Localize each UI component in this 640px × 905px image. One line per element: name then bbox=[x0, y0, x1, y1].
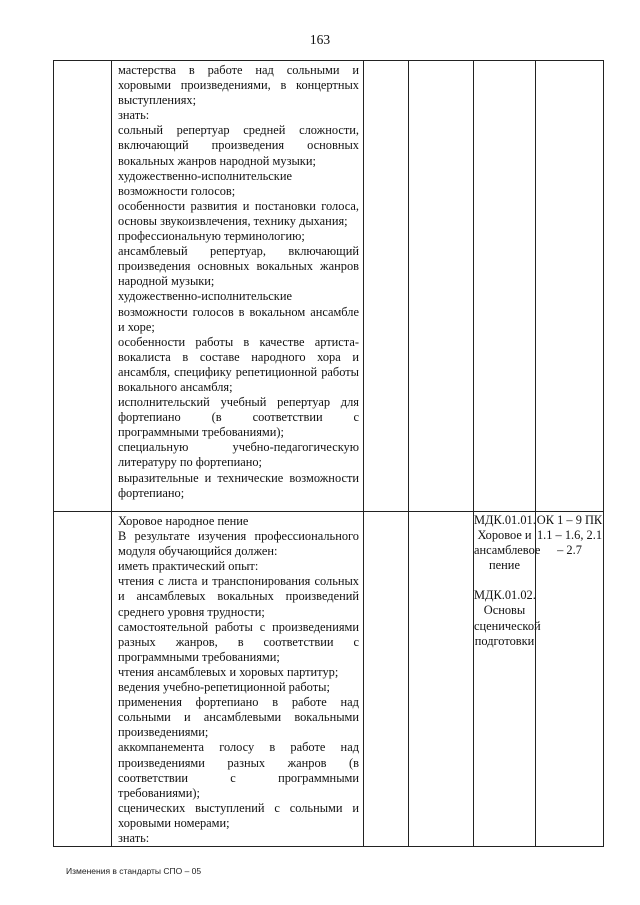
requirement-line: знать: bbox=[118, 108, 150, 123]
module-title: Хоровое народное пение bbox=[118, 514, 249, 528]
requirement-line: В результате изучения профессионального модуля обучающийся должен: bbox=[118, 529, 359, 559]
mdk-0102: МДК.01.02. Основы сценической подготовки bbox=[474, 588, 541, 648]
curriculum-table bbox=[53, 60, 604, 847]
requirement-line: ансамблевый репертуар, включающий произведения основных вокальных жанров народной музыки; bbox=[118, 244, 359, 289]
competencies-text: ОК 1 – 9 ПК 1.1 – 1.6, 2.1 – 2.7 bbox=[536, 513, 603, 558]
index-cell bbox=[54, 61, 112, 512]
requirement-line: специальную учебно-педагогическую литературу по фортепиано; bbox=[118, 440, 359, 470]
competencies-cell bbox=[536, 512, 604, 847]
requirement-line: исполнительский учебный репертуар для фортепиано (в соответствии с программными требованиями); bbox=[118, 395, 359, 440]
empty-cell bbox=[364, 61, 409, 512]
requirements-cell bbox=[112, 61, 364, 512]
requirement-line: особенности развития и постановки голоса, основы звукоизвлечения, технику дыхания; bbox=[118, 198, 359, 228]
requirement-line: чтения ансамблевых и хоровых партитур; bbox=[118, 664, 339, 679]
requirement-line: чтения с листа и транспонирования сольных и ансамблевых вокальных произведений среднего уровня трудности; bbox=[118, 574, 359, 619]
page-number: 163 bbox=[309, 32, 331, 47]
competencies-cell bbox=[536, 61, 604, 512]
requirement-line: иметь практический опыт: bbox=[118, 559, 259, 574]
table-row bbox=[54, 61, 604, 512]
empty-cell bbox=[409, 512, 474, 847]
requirement-line: аккомпанемента голосу в работе над произведениями разных жанров (в соответствии с программными требованиями); bbox=[118, 740, 359, 800]
requirements-cell bbox=[112, 512, 364, 847]
footer-note: Изменения в стандарты СПО – 05 bbox=[66, 866, 202, 876]
requirement-line: ведения учебно-репетиционной работы; bbox=[118, 680, 330, 695]
requirement-line: особенности работы в качестве артиста-вокалиста в составе народного хора и ансамбля, специфику репетиционной работы вокального ансамбля; bbox=[118, 334, 359, 394]
requirement-line: мастерства в работе над сольными и хоровыми произведениями, в концертных выступлениях; bbox=[118, 63, 359, 108]
requirement-line: применения фортепиано в работе над сольными и ансамблевыми вокальными произведениями; bbox=[118, 695, 359, 740]
requirement-line: знать: bbox=[118, 830, 150, 845]
mdk-0101: МДК.01.01. Хоровое и ансамблевое пение bbox=[474, 513, 541, 573]
requirement-line: сольный репертуар средней сложности, включающий произведения основных вокальных жанров народной музыки; bbox=[118, 123, 359, 168]
empty-cell bbox=[364, 512, 409, 847]
table-row bbox=[54, 512, 604, 847]
requirement-line: выразительные и технические возможности фортепиано; bbox=[118, 470, 359, 500]
requirement-line: художественно-исполнительские возможности голосов в вокальном ансамбле и хоре; bbox=[118, 289, 359, 334]
mdk-cell bbox=[474, 512, 541, 847]
requirement-line: профессиональную терминологию; bbox=[118, 229, 305, 244]
requirement-line: сценических выступлений с сольными и хоровыми номерами; bbox=[118, 800, 359, 830]
empty-cell bbox=[409, 61, 474, 512]
requirement-line: художественно-исполнительские возможности голосов; bbox=[118, 168, 292, 198]
mdk-cell bbox=[474, 61, 536, 512]
index-cell bbox=[54, 512, 112, 847]
requirement-line: самостоятельной работы с произведениями разных жанров, в соответствии с программными требованиями; bbox=[118, 619, 359, 664]
